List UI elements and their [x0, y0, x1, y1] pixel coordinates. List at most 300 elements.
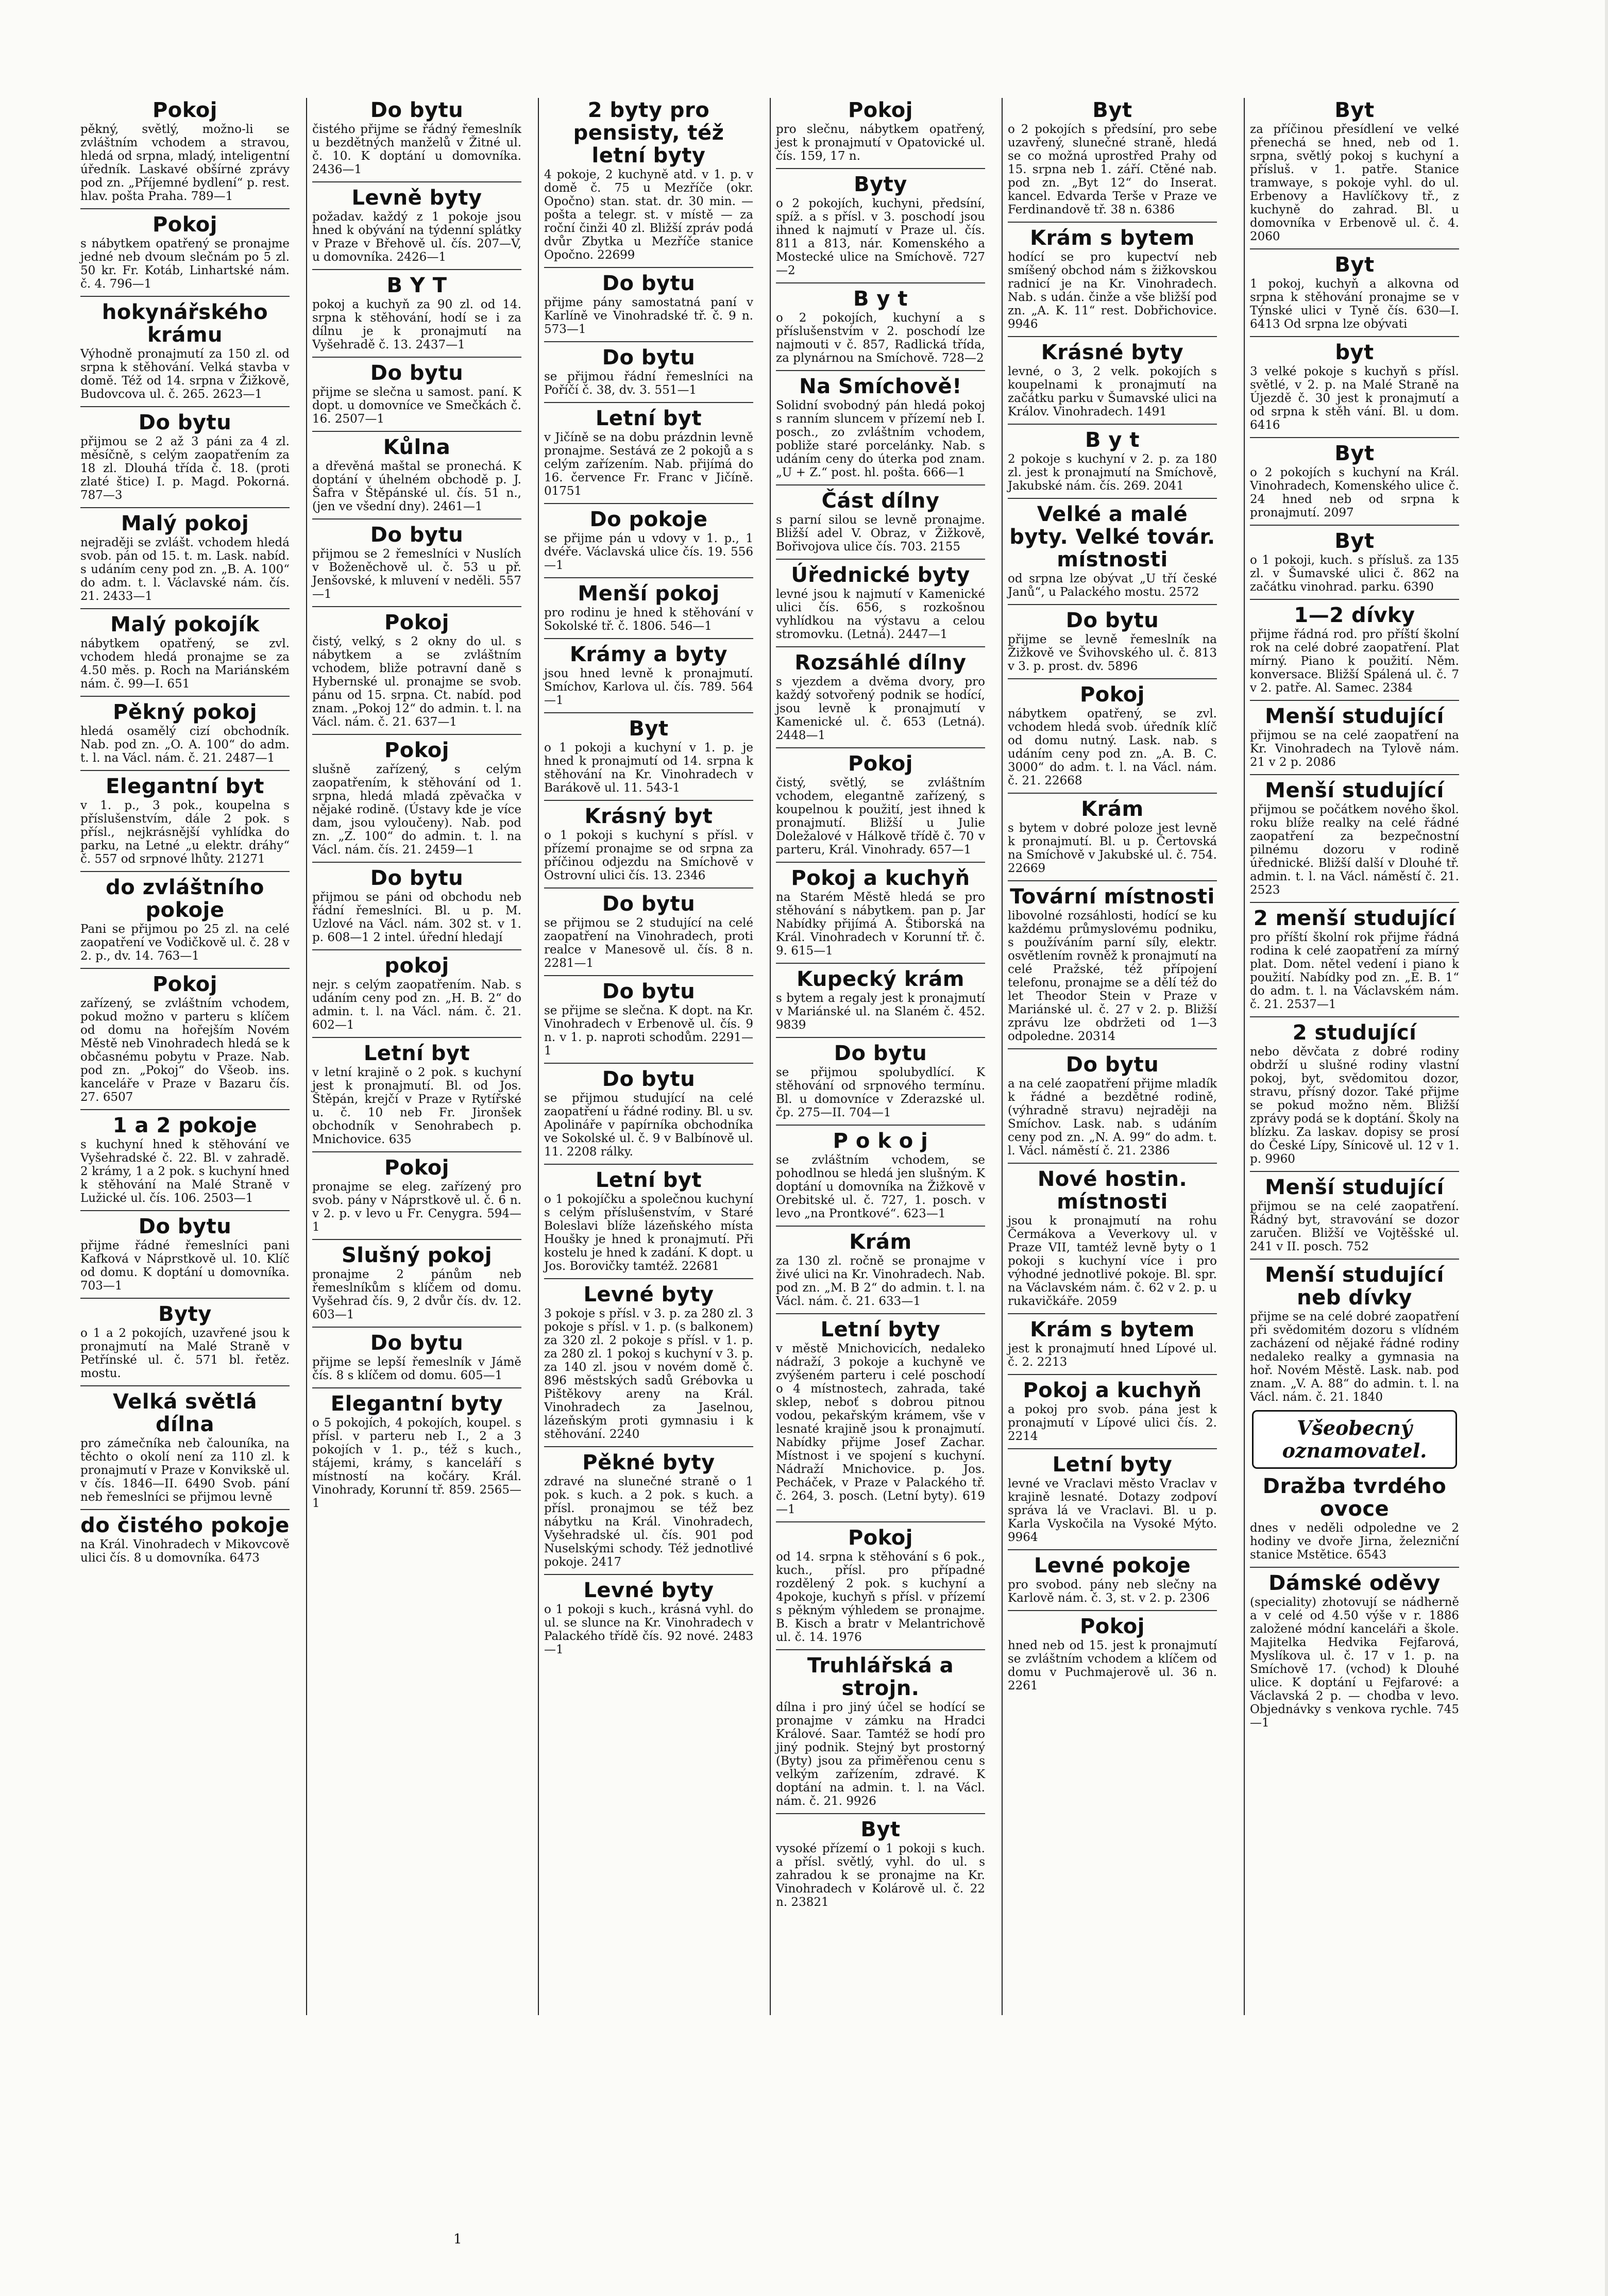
ad-heading: Pokoj [1079, 1615, 1145, 1638]
ad-heading: Menší studující [1265, 705, 1444, 728]
divider [312, 181, 521, 182]
classified-ad [1008, 1168, 1217, 1308]
divider [1008, 424, 1217, 425]
divider [544, 402, 753, 403]
ad-body: a pokoj pro svob. pána jest k pronajmutí v Lípové ulici čís. 2. 2214 [1008, 1403, 1217, 1443]
ad-body: o 1 pokoji, kuch. s přísluš. za 135 zl. v Šumavské ulici č. 862 na začátku vinohrad. parku. 6390 [1250, 554, 1459, 594]
classified-ad [544, 508, 753, 572]
ad-body: přijmou se 2 řemeslníci v Nuslích v Boženěchově ul. č. 53 u př. Jenšovské, k mluvení v neděli. 557—1 [312, 547, 521, 601]
column-2 [309, 98, 524, 2015]
ad-heading: Levné byty [583, 1579, 714, 1602]
ad-body: přijme řádné řemeslníci pani Kafková v Náprstkově ul. 10. Klíč od domu. K doptání u domovníka. 703—1 [80, 1239, 290, 1293]
ad-heading: Slušný pokoj [341, 1244, 493, 1267]
ad-body: o 5 pokojích, 4 pokojích, koupel. s přísl. v parteru neb I., 2 a 3 pokojích v 1. p., též s kuch., stájemi, krámy, s kanceláří s místností na kočáry. Král. Vinohrady, Korunní tř. 859. 2565—1 [312, 1416, 521, 1510]
divider [544, 1063, 753, 1064]
classified-ad [80, 1303, 290, 1380]
classified-ad [1008, 227, 1217, 331]
page-number: 1 [453, 2232, 462, 2247]
ad-heading: Byty [854, 173, 907, 196]
ad-heading: Byt [860, 1818, 901, 1841]
classified-ad [312, 1393, 521, 1510]
ad-body: a dřevěná maštal se pronechá. K doptání v úhelném obchodě p. J. Šafra v Štěpánské ul. čís. 51 n., (jen ve všední dny). 2461—1 [312, 460, 521, 513]
divider [80, 1385, 290, 1386]
divider [544, 712, 753, 713]
divider [776, 1226, 985, 1227]
ad-body: o 1 pokoji a kuchyní v 1. p. je hned k pronajmutí od 14. srpna k stěhování na Kr. Vinohradech v Barákově ul. 11. 543-1 [544, 741, 753, 795]
ad-body: se přijme pán u vdovy v 1. p., 1 dvéře. Václavská ulice čís. 19. 556—1 [544, 532, 753, 572]
banner-line: Všeobecný [1297, 1416, 1412, 1439]
ad-heading: Krám [1081, 797, 1144, 821]
classified-ad [80, 1215, 290, 1293]
ad-body: přijme se slečna u samost. paní. K dopt. u domovníce ve Smečkách č. 16. 2507—1 [312, 386, 521, 426]
classified-ad [80, 775, 290, 866]
ad-heading: B y t [853, 287, 908, 311]
classified-ad [80, 613, 290, 691]
ad-body: čistý, světlý, se zvláštním vchodem, elegantně zařízený, s koupelnou k použití, jest ihned k pronajmutí. Bližší u Julie Doležalové v Hálkově třídě č. 70 v parteru, Král. Vinohrady. 657—1 [776, 776, 985, 857]
classified-ad [544, 1283, 753, 1441]
divider [80, 696, 290, 697]
ad-body: na Král. Vinohradech v Mikovcově ulici čís. 8 u domovníka. 6473 [80, 1538, 290, 1565]
divider [312, 518, 521, 519]
divider [312, 862, 521, 863]
ad-heading: Do bytu [602, 980, 696, 1003]
classified-ad [80, 701, 290, 765]
ad-body: čistého přijme se řádný řemeslník u bezdětných manželů v Žitné ul. č. 10. K doptání u domovníka. 2436—1 [312, 123, 521, 176]
classified-ad [1008, 1379, 1217, 1443]
divider [1008, 1163, 1217, 1164]
divider [776, 1813, 985, 1814]
divider [312, 1151, 521, 1152]
ad-body: Výhodně pronajmutí za 150 zl. od srpna k stěhování. Velká stavba v domě. Též od 14. srpna v Žižkově, Budovcova ul. č. 265. 2623—1 [80, 347, 290, 401]
classified-ad [1008, 341, 1217, 418]
ad-heading: Do bytu [834, 1042, 927, 1065]
ad-heading: Krám [849, 1230, 912, 1254]
divider [312, 1387, 521, 1388]
ad-body: pro svobod. pány neb slečny na Karlově nám. č. 3, st. v 2. p. 2306 [1008, 1578, 1217, 1605]
classified-ad [544, 346, 753, 397]
ad-body: hledá osamělý cizí obchodník. Nab. pod zn. „O. A. 100“ do adm. t. l. na Václ. nám. č. 21. 2487—1 [80, 725, 290, 765]
divider [776, 168, 985, 169]
divider [1250, 902, 1459, 903]
ad-heading: Do bytu [370, 866, 464, 890]
divider [312, 1037, 521, 1038]
divider [80, 608, 290, 609]
classified-ad [1008, 798, 1217, 875]
ad-heading: Pokoj [152, 98, 217, 122]
classified-ad [1250, 1572, 1459, 1730]
classified-ad [544, 272, 753, 336]
ad-heading: Do bytu [1065, 609, 1159, 632]
ad-body: o 1 pokoji s kuch., krásná vyhl. do ul. se slunce na Kr. Vinohradech v Palackého třídě čís. 92 nové. 2483—1 [544, 1603, 753, 1656]
ad-heading: Tovární místnosti [1010, 885, 1215, 909]
divider [1008, 880, 1217, 881]
ad-body: levné jsou k najmutí v Kamenické ulici čís. 656, s rozkošnou vyhlídkou na výstavu a celou stromovku. (Letná). 2447—1 [776, 588, 985, 641]
classified-ad [544, 893, 753, 970]
ad-body: za příčinou přesídlení ve velké přenechá se hned, neb od 1. srpna, světlý pokoj s kuchyní a přísluš. v 1. patře. Stanice tramwaye, s pokoje vyhl. do ul. Erbenovy a Havlíčkovy tř., z kuchyně do zahrad. Bl. u domovníka v Erbenově ul. č. 4. 2060 [1250, 123, 1459, 243]
classified-ad [776, 1231, 985, 1308]
ad-body: Solidní svobodný pán hledá pokoj s ranním sluncem v přízemí neb I. posch., zo zvláštním vchodem, pobliže staré porcelánky. Nab. s udáním ceny do úterka pod znam. „U + Z.“ post. hl. pošta. 666—1 [776, 399, 985, 479]
ad-body: přijme se na celé dobré zaopatření při svědomitém dozoru s vlídném zacházení od nějaké řádné rodiny nedaleko realky a gymnasia na hoř. Novém Městě. Lask. nab. pod znam. „V. A. 88“ do admin. t. l. na Václ. nám. č. 21. 1840 [1250, 1310, 1459, 1404]
ad-heading: do zvláštního pokoje [106, 876, 264, 922]
divider [1008, 678, 1217, 679]
section-banner [1252, 1410, 1457, 1469]
ad-heading: Pokoj [384, 611, 449, 634]
ad-body: s kuchyní hned k stěhování ve Vyšehradské č. 22. Bl. v zahradě. 2 krámy, 1 a 2 pok. s kuchyní hned k stěhování na Malé Straně v Lužické ul. čís. 106. 2503—1 [80, 1138, 290, 1205]
ad-heading: Letní byt [363, 1042, 470, 1065]
classified-ad [1008, 429, 1217, 493]
classified-ad [544, 407, 753, 498]
ad-body: a na celé zaopatření přijme mladík k řádné a bezdětné rodině, (výhradně stravu) nejraději na Smíchov. Lask. nab. s udáním ceny pod zn. „N. A. 99“ do adm. t. l. Václ. náměstí č. 21. 2386 [1008, 1077, 1217, 1158]
ad-heading: Letní byt [595, 1168, 702, 1192]
ad-heading: Do bytu [370, 523, 464, 547]
classified-ad [1008, 1554, 1217, 1605]
divider [776, 963, 985, 964]
ad-heading: Pokoj [1079, 683, 1145, 707]
classified-ad [312, 436, 521, 513]
divider [312, 734, 521, 735]
ad-heading: Pokoj [848, 1526, 913, 1550]
ad-heading: Do bytu [602, 892, 696, 916]
ad-heading: Malý pokojík [110, 613, 260, 636]
classified-ad [776, 564, 985, 641]
classified-ad [776, 288, 985, 365]
ad-heading: Dámské oděvy [1268, 1571, 1441, 1595]
divider [1008, 604, 1217, 605]
ad-heading: Krámy a byty [569, 643, 728, 666]
ad-heading: Do bytu [602, 1067, 696, 1091]
ad-body: (speciality) zhotovují se nádherně a v celé od 4.50 výše v r. 1886 založené módní kanceláři a škole. Majitelka Hedvika Fejfarová, Myslíkova ul. č. 17 v 1. p. na Smíchově 17. (vchod) k Dlouhé ulice. K doptání u Fejfarové: a Václavská 2 p. — chodba v levo. Objednávky s venkova rychle. 745—1 [1250, 1596, 1459, 1730]
ad-heading: Levně byty [351, 186, 482, 210]
classified-ad [776, 490, 985, 554]
divider [312, 1327, 521, 1328]
ad-body: přijmou se na celé zaopatření. Řádný byt, stravování se dozor zaručen. Bližší ve Vojtěšské ul. 241 v II. posch. 752 [1250, 1200, 1459, 1253]
divider [544, 577, 753, 578]
page-edge [1605, 0, 1608, 2296]
ad-heading: Pokoj [384, 1156, 449, 1180]
ad-heading: Menší studující neb dívky [1265, 1263, 1444, 1310]
ad-body: nábytkem opatřený, se zvl. vchodem hledá svob. úředník klíč od domu nutný. Lask. nab. s udáním ceny pod zn. „A. B. C. 3000“ do adm. t. l. na Václ. nám. č. 21. 22668 [1008, 707, 1217, 787]
ad-heading: Byt [1092, 98, 1132, 122]
ad-heading: Do bytu [138, 411, 232, 434]
classified-ad [776, 1527, 985, 1644]
classified-ad [1250, 705, 1459, 769]
divider [1250, 525, 1459, 526]
classified-ad [1250, 1475, 1459, 1562]
ad-body: nábytkem opatřený, se zvl. vchodem hledá pronajme se za 4.50 měs. p. Roch na Mariánském nám. č. 99—I. 651 [80, 637, 290, 691]
ad-heading: Levné pokoje [1034, 1554, 1191, 1578]
ad-heading: do čistého pokoje [80, 1514, 290, 1537]
ad-heading: Do bytu [370, 361, 464, 385]
ad-body: nebo děvčata z dobré rodiny obdrží u slušné rodiny vlastní pokoj, byt, svědomitou dozor, stravu, přísný dozor. Také přijme se pokud možno něm. Bližší zprávy podá se k doptání. Školy na blízku. Za laskav. dopisy se prosí do České Lípy, Sínicově ul. 12 v 1. p. 9960 [1250, 1045, 1459, 1166]
ad-heading: Krám s bytem [1030, 1318, 1195, 1342]
classified-ad [312, 1332, 521, 1382]
column-5 [1005, 98, 1220, 2015]
ad-heading: Úřednické byty [791, 563, 970, 587]
ad-body: přijme se lepší řemeslník v Jámě čís. 8 s klíčem od domu. 605—1 [312, 1355, 521, 1382]
ad-heading: Menší studující [1265, 779, 1444, 802]
divider [544, 1278, 753, 1279]
ad-body: Pani se přijmou po 25 zl. na celé zaopatření ve Vodičkově ul. č. 28 v 2. p., dv. 14. 763—1 [80, 923, 290, 963]
ad-body: jest k pronajmutí hned Lípové ul. č. 2. 2213 [1008, 1342, 1217, 1369]
divider [1250, 774, 1459, 775]
divider [312, 1239, 521, 1240]
ad-heading: Do bytu [138, 1215, 232, 1238]
ad-body: se přijmou řádní řemeslníci na Poříčí č. 38, dv. 3. 551—1 [544, 370, 753, 397]
classified-ad [80, 99, 290, 203]
classified-ad [544, 643, 753, 707]
classified-ad [776, 1130, 985, 1220]
divider [776, 1037, 985, 1038]
divider [776, 282, 985, 283]
ad-body: 1 pokoj, kuchyň a alkovna od srpna k stěhování pronajme se v Týnské ulici v Tyně čís. 630—I. 6413 Od srpna lze obývati [1250, 277, 1459, 331]
classified-ad [776, 1318, 985, 1516]
classified-ad [80, 213, 290, 291]
ad-body: v Jičíně se na dobu prázdnin levně pronajme. Sestává ze 2 pokojů a s celým zařízením. Nab. přijímá do 16. července Fr. Franc v Jičíně. 01751 [544, 431, 753, 498]
ad-body: pro zámečníka neb čalouníka, na těchto o okolí není za 110 zl. k pronajmutí v Praze v Konvikskě ul. v čís. 1846—II. 6490 Svob. pání neb řemeslníci se přijmou levně [80, 1437, 290, 1504]
ad-heading: Nové hostin. místnosti [1037, 1167, 1188, 1214]
classified-ad [1008, 1318, 1217, 1369]
classified-ad [80, 973, 290, 1104]
ad-body: přijmou se páni od obchodu neb řádní řemeslníci. Bl. u p. M. Uzlové na Václ. nám. 302 st. v 1. p. 608—1 2 intel. úřední hledají [312, 891, 521, 944]
divider [776, 646, 985, 647]
classified-ad [1008, 609, 1217, 673]
divider [80, 406, 290, 407]
ad-body: vysoké přízemí o 1 pokoji s kuch. a přísl. světlý, vyhl. do ul. s zahradou k se pronajme na Kr. Vinohradech v Kolárově ul. č. 22 n. 23821 [776, 1842, 985, 1909]
ad-heading: pokoj [384, 954, 449, 978]
ad-body: hodící se pro kupectví neb smíšený obchod nám s žižkovskou radnicí je na Kr. Vinohradech. Nab. s udán. činže a vše bližší pod zn. „A. K. 11“ rest. Dobřichovice. 9946 [1008, 250, 1217, 331]
ad-heading: Pokoj a kuchyň [791, 866, 970, 890]
ad-body: se zvláštním vchodem, se pohodlnou se hledá jen slušným. K doptání u domovníka na Žižkově v Orebitské ul. č. 727, 1. posch. v levo „na Prontkové“. 623—1 [776, 1153, 985, 1220]
divider [544, 503, 753, 504]
ad-heading: Elegantní byt [106, 775, 264, 798]
ad-body: dnes v neděli odpoledne ve 2 hodiny ve dvoře Jirna, železniční stanice Mstětice. 6543 [1250, 1521, 1459, 1562]
ad-heading: byt [1335, 341, 1374, 364]
classified-ad [1008, 1053, 1217, 1158]
divider [776, 370, 985, 371]
ad-body: 3 velké pokoje s kuchyň s přísl. světlé, v 2. p. na Malé Straně na Újezdě č. 30 jest k pronajmutí a od srpna k stěh vání. Bl. u dom. 6416 [1250, 365, 1459, 432]
classified-ad [80, 1514, 290, 1565]
ad-heading: Krásný byt [584, 805, 713, 828]
classified-ad [776, 1654, 985, 1808]
banner-line: oznamovatel. [1282, 1439, 1427, 1462]
ad-body: pokoj a kuchyň za 90 zl. od 14. srpna k stěhování, hodí se i za dílnu je k pronajmutí na Vyšehradě č. 13. 2437—1 [312, 298, 521, 351]
column-4 [773, 98, 988, 2015]
classified-ad [1250, 99, 1459, 243]
ad-body: libovolné rozsáhlosti, hodící se ku každému průmyslovému podniku, s používáním parní síly, elektr. osvětlením rovněž k pronajmutí na celé Pražské, též přípojení telefonu, pronajme se a dělí též do let Theodor Stein v Praze v Mariánské ul. č. 27 v 2. p. Bližší zprávu lze obdržeti od 1—3 odpoledne. 20314 [1008, 909, 1217, 1043]
classified-ad [776, 375, 985, 479]
classified-ad [1250, 530, 1459, 594]
divider [312, 357, 521, 358]
divider [544, 1446, 753, 1447]
divider [776, 747, 985, 748]
ad-heading: Pokoj [384, 739, 449, 762]
classified-ad [1250, 779, 1459, 897]
ad-body: čistý, velký, s 2 okny do ul. s nábytkem a se zvláštním vchodem, bliže potravní daně s Hybernské ul. pronajme se svob. pánu od 15. srpna. Ct. nabíd. pod znam. „Pokoj 12“ do admin. t. l. na Václ. nám. č. 21. 637—1 [312, 635, 521, 729]
divider [544, 638, 753, 639]
divider [776, 559, 985, 560]
classified-ad [544, 1068, 753, 1159]
ad-heading: Krám s bytem [1030, 226, 1195, 250]
ad-body: levné ve Vraclavi město Vraclav v krajině lesnaté. Dotazy zodpoví správa lá ve Vraclavi. Bl. u p. Karla Vyskočila na Vysoké Mýto. 9964 [1008, 1477, 1217, 1544]
ad-body: o 2 pokojích s předsíní, pro sebe uzavřený, slunečné straně, hledá se co možná uprostřed Prahy od 15. srpna neb 1. září. Ctěné nab. pod zn. „Byt 12“ do Inserat. kancel. Edvarda Terše v Praze ve Ferdinandově tř. 38 n. 6386 [1008, 123, 1217, 216]
ad-heading: Do bytu [1065, 1053, 1159, 1077]
column-rule [1002, 98, 1003, 2015]
ad-heading: Do bytu [370, 98, 464, 122]
divider [312, 949, 521, 950]
ad-heading: Na Smíchově! [799, 375, 962, 398]
classified-ad [1008, 1453, 1217, 1544]
ad-heading: Pokoj a kuchyň [1023, 1379, 1202, 1402]
classified-ad [776, 651, 985, 742]
divider [1008, 1048, 1217, 1049]
ad-heading: Část dílny [821, 489, 940, 513]
ad-heading: 1—2 dívky [1294, 604, 1415, 627]
ad-body: 2 pokoje s kuchyní v 2. p. za 180 zl. jest k pronajmutí na Smíchově, Jakubské nám. čís. 269. 2041 [1008, 453, 1217, 493]
classified-ad [776, 867, 985, 958]
divider [1250, 1567, 1459, 1568]
classified-ad [312, 739, 521, 857]
ad-heading: Pokoj [152, 973, 217, 996]
classified-ad [776, 968, 985, 1032]
ad-body: pronajme se eleg. zařízený pro svob. pány v Náprstkově ul. č. 6 n. v 2. p. v levo u Fr. Cenygra. 594—1 [312, 1180, 521, 1234]
column-1 [77, 98, 293, 2015]
ad-body: o 1 a 2 pokojích, uzavřené jsou k pronajmutí na Malé Straně v Petřínské ul. č. 571 bl. řetěz. mostu. [80, 1327, 290, 1380]
classified-ad [1008, 885, 1217, 1043]
divider [544, 975, 753, 976]
classified-ad [80, 301, 290, 401]
classified-ad [312, 362, 521, 426]
classified-ad [544, 1451, 753, 1569]
classified-ad [544, 805, 753, 882]
classified-ad [1008, 503, 1217, 599]
ad-body: v letní krajině o 2 pok. s kuchyní jest k pronajmutí. Bl. od Jos. Štěpán, krejčí v Praze v Rytířské u. č. 10 neb Fr. Jironšek obchodník v Senohrabech p. Mnichovice. 635 [312, 1066, 521, 1146]
divider [544, 267, 753, 268]
ad-heading: Pokoj [848, 98, 913, 122]
ad-heading: Menší studující [1265, 1176, 1444, 1199]
classified-ad [544, 1169, 753, 1273]
ad-body: za 130 zl. ročně se pronajme v živé ulici na Kr. Vinohradech. Nab. pod zn. „M. B 2“ do admin. t. l. na Václ. nám. č. 21. 633—1 [776, 1254, 985, 1308]
divider [544, 887, 753, 889]
classified-ad [312, 187, 521, 264]
divider [776, 1125, 985, 1126]
ad-body: o 1 pokoji s kuchyní s přísl. v přízemí pronajme se od srpna za příčinou odjezdu na Smíchově v Ostrovní ulici čís. 13. 2346 [544, 829, 753, 882]
divider [776, 1313, 985, 1314]
classified-ad [312, 524, 521, 601]
classified-ad [312, 1042, 521, 1146]
ad-heading: Malý pokoj [121, 512, 249, 535]
divider [776, 1649, 985, 1650]
ad-heading: 2 byty pro pensisty, též letní byty [573, 98, 724, 167]
ad-body: se přijme se slečna. K dopt. na Kr. Vinohradech v Erbenově ul. čís. 9 n. v 1. p. naproti schodům. 2291—1 [544, 1004, 753, 1058]
ad-body: jsou hned levně k pronajmutí. Smíchov, Karlova ul. čís. 789. 564—1 [544, 667, 753, 707]
ad-heading: Do bytu [370, 1331, 464, 1355]
ad-heading: Byt [1334, 442, 1375, 465]
divider [80, 968, 290, 969]
ad-heading: B y t [1085, 428, 1140, 452]
divider [1008, 336, 1217, 337]
ad-heading: 1 a 2 pokoje [112, 1114, 258, 1137]
classified-ad [1250, 341, 1459, 432]
ad-body: se přijmou se 2 studující na celé zaopatření na Vinohradech, proti realce v Manesově ul. čís. 8 n. 2281—1 [544, 916, 753, 970]
classified-ad [312, 1244, 521, 1321]
ad-body: v městě Mnichovicích, nedaleko nádraží, 3 pokoje a kuchyně ve zvýšeném parteru i celé poschodí o 4 místnostech, zahrada, také sklep, neboť s dobrou pitnou vodou, pekařským krámem, vše v lesnaté krajině jsou k pronajmutí. Nabídky přijme Josef Zachar. Místnost i ve spojení s kuchyní. Nádraží Mnichovice. p. Jos. Pecháček, v Praze v Palackého tř. č. 264, 3. posch. (Letní byty). 619—1 [776, 1342, 985, 1516]
ad-heading: Do bytu [602, 272, 696, 295]
ad-body: 3 pokoje s přísl. v 3. p. za 280 zl. 3 pokoje s přísl. v 1. p. (s balkonem) za 320 zl. 2 pokoje s přísl. v 1. p. za 280 zl. 1 pokoj s kuchyní v 3. p. za 140 zl. jsou v novém domě č. 896 městských sadů Grébovka u Pištěkovy areny na Král. Vinohradech za Jaselnou, lázeňským proti gymnasiu i k stěhování. 2240 [544, 1307, 753, 1441]
divider [312, 269, 521, 270]
divider [1008, 793, 1217, 794]
classified-ad [312, 274, 521, 351]
ad-body: o 1 pokojíčku a společnou kuchyní s celým příslušenstvím, v Staré Boleslavi blíže lázeňského místa Houšky je hned k pronajmutí. Při kostelu je hned k zadání. K dopt. u Jos. Borovičky tamtéž. 22681 [544, 1193, 753, 1273]
divider [80, 770, 290, 771]
ad-body: o 2 pokojích s kuchyní na Král. Vinohradech, Komenského ulice č. 24 hned neb od srpna k pronajmutí. 2097 [1250, 466, 1459, 519]
classified-ad [1250, 1021, 1459, 1166]
ad-body: s bytem a regaly jest k pronajmutí v Mariánské ul. na Slaném č. 452. 9839 [776, 992, 985, 1032]
ad-heading: B Y T [386, 274, 447, 297]
divider [80, 1109, 290, 1110]
classified-ad [544, 717, 753, 795]
classified-ad [80, 411, 290, 502]
ad-heading: Byty [158, 1302, 212, 1326]
classified-ad [1250, 604, 1459, 695]
column-rule [538, 98, 539, 2015]
ad-body: nejraději se zvlášt. vchodem hledá svob. pán od 15. t. m. Lask. nabíd. s udáním ceny pod zn. „B. A. 100“ do adm. t. l. Václavské nám. čís. 21. 2433—1 [80, 536, 290, 603]
ad-heading: 2 studující [1292, 1021, 1417, 1045]
divider [1008, 1610, 1217, 1611]
ad-heading: Truhlářská a strojn. [807, 1654, 954, 1700]
ad-body: zdravé na slunečné straně o 1 pok. s kuch. a 2 pok. s kuch. a přísl. pronajmou se též bez nábytku na Král. Vinohradech, Vyšehradské ul. čís. 901 pod Nuselskými schody. Též jednotlivé pokoje. 2417 [544, 1475, 753, 1569]
ad-heading: Byt [1334, 253, 1375, 277]
classified-ad [312, 954, 521, 1032]
classified-ad [544, 582, 753, 633]
ad-body: s bytem v dobré poloze jest levně k pronajmutí. Bl. u p. Čertovská na Smíchově v Jakubské ul. č. 754. 22669 [1008, 822, 1217, 875]
ad-heading: Menší pokoj [578, 582, 720, 606]
divider [776, 1521, 985, 1522]
divider [544, 1164, 753, 1165]
divider [80, 1210, 290, 1211]
ad-heading: Elegantní byty [330, 1392, 503, 1416]
ad-body: se přijmou studující na celé zaopatření u řádné rodiny. Bl. u sv. Apolináře v papírníka obchodníka ve Sokolské ul. č. 9 v Balbínově ul. 11. 2208 rálky. [544, 1092, 753, 1159]
divider [1008, 1448, 1217, 1449]
classified-ad [80, 512, 290, 603]
classified-ad [1250, 907, 1459, 1011]
classified-ad [1250, 1264, 1459, 1404]
classified-ad [312, 1157, 521, 1234]
ad-body: požadav. každý z 1 pokoje jsou hned k obývání na týdenní splátky v Praze v Břehově ul. čís. 207—V, u domovníka. 2426—1 [312, 210, 521, 264]
ad-body: přijmou se na celé zaopatření na Kr. Vinohradech na Tylově nám. 21 v 2 p. 2086 [1250, 729, 1459, 769]
ad-body: nejr. s celým zaopatřením. Nab. s udáním ceny pod zn. „H. B. 2“ do admin. t. l. na Václ. nám. č. 21. 602—1 [312, 978, 521, 1032]
divider [1250, 336, 1459, 337]
divider [1250, 1016, 1459, 1017]
ad-heading: Pěkný pokoj [113, 700, 257, 724]
classified-ad [312, 611, 521, 729]
ad-heading: Letní byt [595, 407, 702, 430]
ad-heading: Pěkné byty [582, 1451, 715, 1474]
ad-heading: Byt [1334, 529, 1375, 553]
divider [80, 296, 290, 297]
ad-body: pro příští školní rok přijme řádná rodina k celé zaopatření za mírný plat. Dom. nětel vedení i piano k použití. Nabídky pod zn. „E. B. 1“ do adm. t. l. na Václavském nám. č. 21. 2537—1 [1250, 931, 1459, 1011]
divider [312, 606, 521, 607]
ad-body: přijme se levně řemeslník na Žižkově ve Švihovského ul. č. 813 v 3. p. prost. dv. 5896 [1008, 633, 1217, 673]
divider [1008, 1313, 1217, 1314]
ad-heading: Byt [1334, 98, 1375, 122]
ad-heading: Do bytu [602, 346, 696, 370]
divider [1250, 1259, 1459, 1260]
ad-heading: Krásné byty [1041, 341, 1184, 364]
ad-body: s nábytkem opatřený se pronajme jedné neb dvoum slečnám po 5 zl. 50 kr. Fr. Kotáb, Linhartské nám. č. 4. 796—1 [80, 237, 290, 291]
divider [776, 862, 985, 863]
ad-body: pro rodinu je hned k stěhování v Sokolské tř. č. 1806. 546—1 [544, 606, 753, 633]
classified-ad [544, 99, 753, 262]
